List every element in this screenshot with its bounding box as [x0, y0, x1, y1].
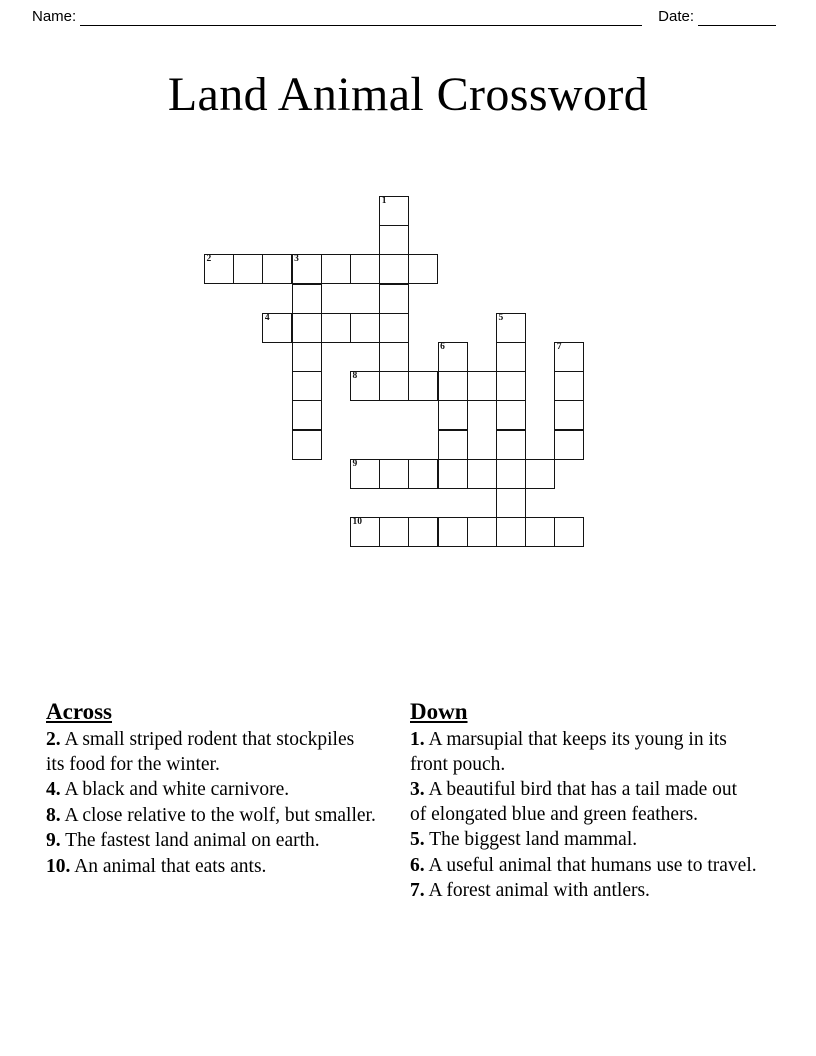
grid-cell-number: 6	[440, 342, 445, 352]
grid-cell[interactable]	[554, 517, 584, 547]
grid-cell[interactable]	[496, 488, 526, 518]
grid-cell[interactable]	[438, 430, 468, 460]
grid-cell[interactable]	[379, 371, 409, 401]
across-clue-column	[46, 698, 376, 905]
grid-cell-number: 8	[352, 371, 358, 382]
clue-text: The biggest land mammal.	[429, 829, 638, 850]
clue-item	[410, 778, 758, 827]
clue-item	[46, 855, 376, 880]
grid-cell[interactable]	[350, 254, 380, 284]
clue-section	[0, 698, 816, 905]
grid-cell-number: 4	[264, 312, 270, 323]
clue-number: 10.	[46, 855, 71, 877]
grid-cell[interactable]	[496, 517, 526, 547]
grid-cell[interactable]	[379, 313, 409, 343]
grid-cell[interactable]	[554, 400, 584, 430]
grid-cell[interactable]	[438, 400, 468, 430]
clue-number: 8.	[46, 804, 61, 826]
clue-item	[46, 778, 376, 803]
clue-item	[46, 829, 376, 854]
clue-number: 9.	[46, 830, 61, 851]
grid-cell[interactable]	[321, 254, 351, 284]
grid-cell[interactable]	[379, 284, 409, 314]
grid-cell[interactable]	[554, 371, 584, 401]
grid-cell[interactable]	[292, 371, 322, 401]
clue-number: 6.	[410, 854, 425, 876]
grid-cell[interactable]	[496, 371, 526, 401]
grid-cell-number: 7	[556, 342, 562, 352]
grid-cell[interactable]	[467, 371, 497, 401]
clue-number: 1.	[410, 729, 425, 750]
clue-number: 3.	[410, 779, 425, 800]
grid-cell[interactable]	[292, 284, 322, 314]
grid-cell[interactable]	[292, 430, 322, 460]
grid-cell[interactable]	[292, 313, 322, 343]
grid-cell[interactable]	[379, 517, 409, 547]
grid-cell[interactable]	[379, 196, 409, 226]
clue-number: 2.	[46, 729, 61, 750]
clue-text: A forest animal with antlers.	[428, 880, 650, 901]
grid-cell[interactable]	[408, 371, 438, 401]
across-heading: Across	[46, 699, 113, 724]
clue-text: A close relative to the wolf, but smaller.	[64, 804, 376, 826]
grid-cell[interactable]	[233, 254, 263, 284]
grid-cell-number: 9	[352, 458, 358, 469]
grid-cell[interactable]	[467, 517, 497, 547]
clue-text: A beautiful bird that has a tail made out of elongated blue and green feathers.	[410, 779, 738, 825]
grid-cell[interactable]	[350, 517, 380, 547]
grid-cell[interactable]	[525, 459, 555, 489]
grid-cell-number: 1	[381, 196, 387, 206]
clue-number: 5.	[410, 829, 425, 850]
grid-cell[interactable]	[262, 254, 292, 284]
grid-cell[interactable]	[496, 459, 526, 489]
grid-cell[interactable]	[496, 342, 526, 372]
grid-cell[interactable]	[554, 430, 584, 460]
clue-text: A black and white carnivore.	[64, 779, 290, 800]
grid-cell[interactable]	[379, 225, 409, 255]
grid-cell[interactable]	[438, 459, 468, 489]
clue-item	[410, 879, 758, 904]
clue-text: The fastest land animal on earth.	[65, 830, 320, 851]
grid-cell[interactable]	[525, 517, 555, 547]
grid-cell-number: 5	[498, 312, 504, 323]
grid-cell[interactable]	[554, 342, 584, 372]
grid-cell[interactable]	[408, 517, 438, 547]
clue-text: A small striped rodent that stockpiles its food for the winter.	[46, 729, 355, 775]
clue-item	[410, 728, 758, 777]
grid-cell[interactable]	[350, 371, 380, 401]
clue-text: A marsupial that keeps its young in its front pouch.	[410, 729, 727, 775]
grid-cell[interactable]	[438, 342, 468, 372]
name-label: Name:	[32, 8, 77, 25]
grid-cell[interactable]	[262, 313, 292, 343]
clue-item	[46, 804, 376, 829]
grid-cell[interactable]	[204, 254, 234, 284]
clue-number: 4.	[46, 779, 61, 800]
grid-cell[interactable]	[496, 400, 526, 430]
clue-item	[410, 854, 758, 879]
grid-cell-number: 3	[294, 254, 299, 265]
grid-cell[interactable]	[350, 459, 380, 489]
grid-cell[interactable]	[379, 342, 409, 372]
date-label: Date:	[658, 8, 694, 25]
grid-cell[interactable]	[408, 459, 438, 489]
grid-cell[interactable]	[292, 254, 322, 284]
grid-cell[interactable]	[438, 517, 468, 547]
grid-cell[interactable]	[467, 459, 497, 489]
clue-number: 7.	[410, 880, 425, 901]
down-heading: Down	[410, 699, 468, 724]
grid-cell-number: 10	[352, 517, 362, 528]
clue-item	[46, 728, 376, 777]
grid-cell[interactable]	[350, 313, 380, 343]
grid-cell[interactable]	[321, 313, 351, 343]
clue-item	[410, 828, 758, 853]
grid-cell[interactable]	[438, 371, 468, 401]
grid-cell-number: 2	[206, 254, 212, 265]
grid-cell[interactable]	[379, 254, 409, 284]
grid-cell[interactable]	[496, 313, 526, 343]
page-title: Land Animal Crossword	[167, 68, 649, 122]
grid-cell[interactable]	[379, 459, 409, 489]
grid-cell[interactable]	[496, 430, 526, 460]
grid-cell[interactable]	[408, 254, 438, 284]
grid-cell[interactable]	[292, 342, 322, 372]
clue-text: An animal that eats ants.	[74, 855, 267, 877]
grid-cell[interactable]	[292, 400, 322, 430]
down-clue-column	[410, 698, 758, 905]
clue-text: A useful animal that humans use to travel.	[428, 854, 757, 876]
